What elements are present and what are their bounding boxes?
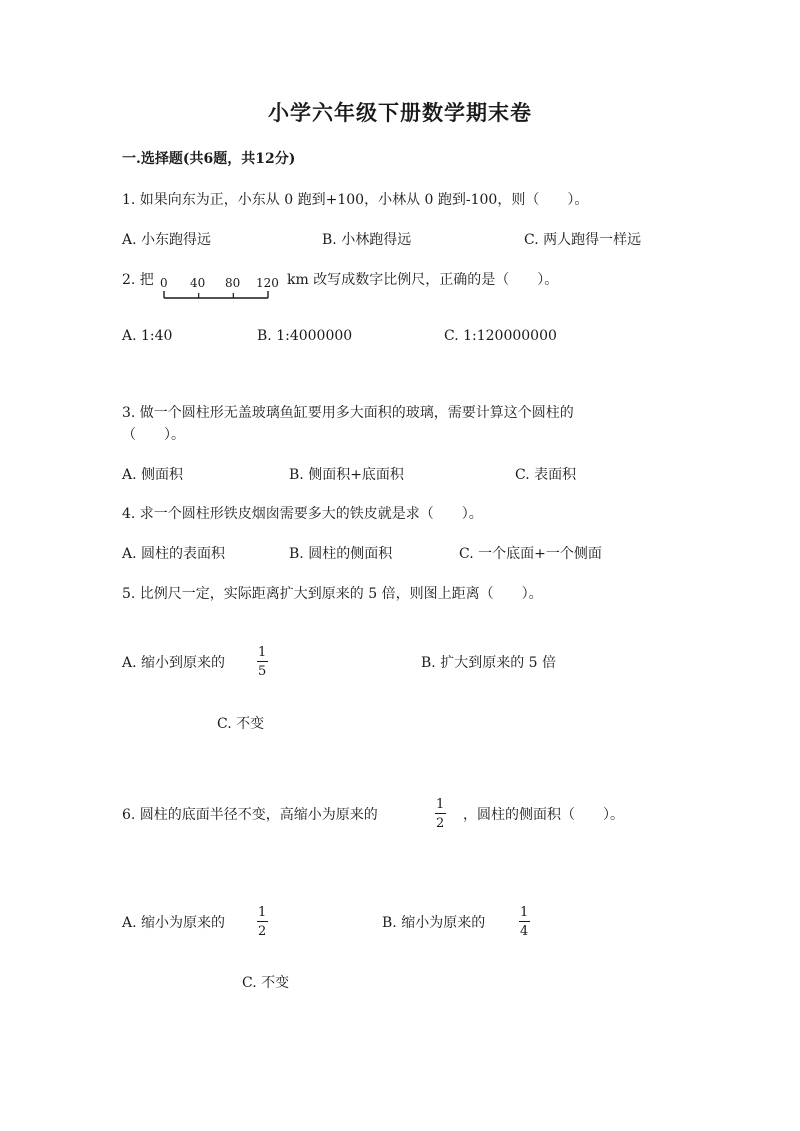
scale-label-80: 80 — [225, 276, 241, 290]
line-scale — [158, 276, 282, 302]
question-4-option-b[interactable]: B. 圆柱的侧面积 — [289, 546, 393, 562]
fraction-denominator: 2 — [436, 816, 445, 831]
question-1-option-a[interactable]: A. 小东跑得远 — [122, 232, 212, 248]
question-6-suffix: ，圆柱的侧面积（ ）。 — [463, 807, 624, 823]
question-6-text: 6. 圆柱的底面半径不变，高缩小为原来的 — [122, 807, 378, 823]
scale-label-0: 0 — [160, 276, 168, 290]
question-3-text-line2: （ ）。 — [122, 427, 185, 443]
question-2-prefix: 2. 把 — [122, 272, 154, 288]
question-3-option-b[interactable]: B. 侧面积+底面积 — [289, 467, 404, 483]
page-title: 小学六年级下册数学期末卷 — [268, 100, 532, 125]
question-5-option-a-fraction — [256, 646, 268, 678]
question-2-option-b[interactable]: B. 1:4000000 — [257, 328, 353, 344]
question-6-option-b[interactable]: B. 缩小为原来的 — [382, 915, 486, 931]
question-3-option-c[interactable]: C. 表面积 — [515, 467, 577, 483]
fraction-denominator: 5 — [258, 664, 267, 679]
fraction-numerator: 1 — [258, 645, 267, 660]
question-5-option-a[interactable]: A. 缩小到原来的 — [122, 655, 226, 671]
question-1-option-b[interactable]: B. 小林跑得远 — [322, 232, 412, 248]
question-3-text-line1: 3. 做一个圆柱形无盖玻璃鱼缸要用多大面积的玻璃，需要计算这个圆柱的 — [122, 405, 574, 421]
question-4-option-a[interactable]: A. 圆柱的表面积 — [122, 546, 226, 562]
question-6-fraction — [434, 798, 446, 830]
question-5-text: 5. 比例尺一定，实际距离扩大到原来的 5 倍，则图上距离（ ）。 — [122, 586, 543, 602]
question-6-option-c[interactable]: C. 不变 — [242, 975, 290, 991]
fraction-denominator: 4 — [520, 924, 529, 939]
question-1-option-c[interactable]: C. 两人跑得一样远 — [524, 232, 642, 248]
question-6-option-b-fraction — [518, 906, 530, 938]
question-3-option-a[interactable]: A. 侧面积 — [122, 467, 184, 483]
scale-label-120: 120 — [256, 276, 279, 290]
question-6-option-a-fraction — [256, 906, 268, 938]
question-6-option-a[interactable]: A. 缩小为原来的 — [122, 915, 226, 931]
scale-label-40: 40 — [190, 276, 206, 290]
question-2-suffix: km 改写成数字比例尺，正确的是（ ）。 — [287, 272, 559, 288]
question-4-option-c[interactable]: C. 一个底面+一个侧面 — [459, 546, 602, 562]
fraction-numerator: 1 — [258, 905, 267, 920]
question-1-text: 1. 如果向东为正，小东从 0 跑到+100，小林从 0 跑到-100，则（ ）。 — [122, 192, 589, 208]
question-5-option-b[interactable]: B. 扩大到原来的 5 倍 — [421, 655, 556, 671]
fraction-numerator: 1 — [436, 797, 445, 812]
question-2-option-c[interactable]: C. 1:120000000 — [444, 328, 557, 344]
question-5-option-c[interactable]: C. 不变 — [217, 716, 265, 732]
question-2-option-a[interactable]: A. 1:40 — [122, 328, 173, 344]
fraction-numerator: 1 — [520, 905, 529, 920]
question-4-text: 4. 求一个圆柱形铁皮烟囱需要多大的铁皮就是求（ ）。 — [122, 506, 483, 522]
section-heading: 一.选择题(共6题，共12分) — [122, 151, 296, 167]
fraction-denominator: 2 — [258, 924, 267, 939]
